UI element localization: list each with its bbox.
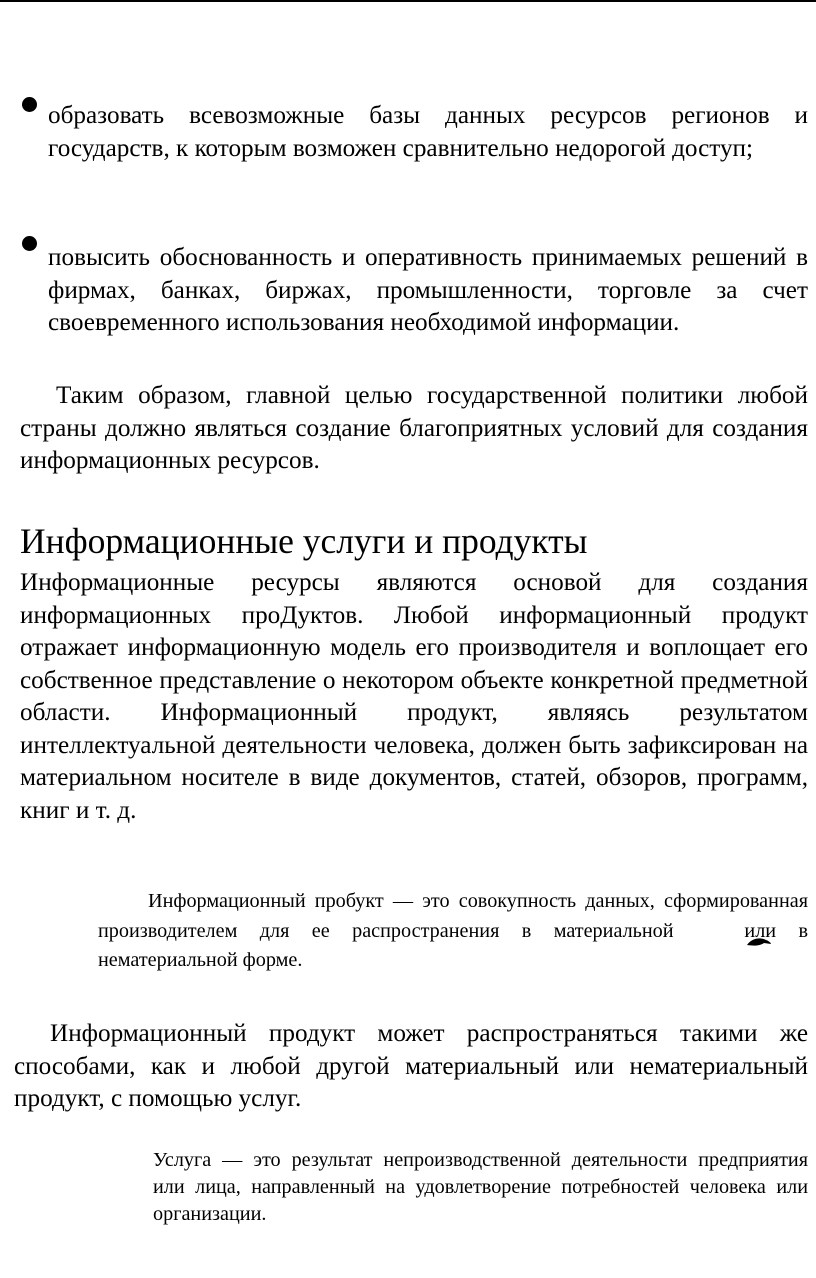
- bullet-item-1: образовать всевозможные базы данных ресурсов регионов и государств, к которым возможен сравнительно недорогой доступ;: [48, 102, 808, 162]
- definition-service: Услуга — это результат непроизводственной деятельности предприятия или лица, направленный на удовлетворение потребностей человека или организации.: [153, 1149, 808, 1225]
- top-border-line: [0, 0, 816, 2]
- section-heading: Информационные услуги и продукты: [20, 521, 588, 561]
- definition-text-end: или в нематериальной форме.: [98, 919, 809, 971]
- ink-smudge-icon: [696, 927, 722, 937]
- definition-info-product: [98, 887, 808, 976]
- distribution-paragraph: Информационный продукт может распространяться такими же способами, как и любой другой материальный или нематериальный продукт, с помощью услуг.: [14, 1020, 808, 1112]
- bullet-dot-icon: [22, 236, 37, 251]
- definition-text: Информационный пробукт — это совокупность данных, сформированная производителем для ее распространения в материальной: [98, 890, 808, 942]
- section-paragraph: Информационные ресурсы являются основой для создания информационных проДуктов. Любой информационный продукт отражает информационную модель его производителя и воплощает его собственное представление о некотором объекте конкретной предметной области. Информационный продукт, являясь результатом интеллектуальной деятельности человека, должен быть зафиксирован на материальном носителе в виде документов, статей, обзоров, программ, книг и т. д.: [20, 569, 808, 824]
- conclusion-paragraph: Таким образом, главной целью государственной политики любой страны должно являться создание благоприятных условий для создания информационных ресурсов.: [20, 382, 808, 474]
- bullet-dot-icon: [22, 97, 37, 112]
- bullet-item-2: повысить обоснованность и оперативность принимаемых решений в фирмах, банках, биржах, промышленности, торговле за счет своевременного использования необходимой информации.: [48, 244, 808, 336]
